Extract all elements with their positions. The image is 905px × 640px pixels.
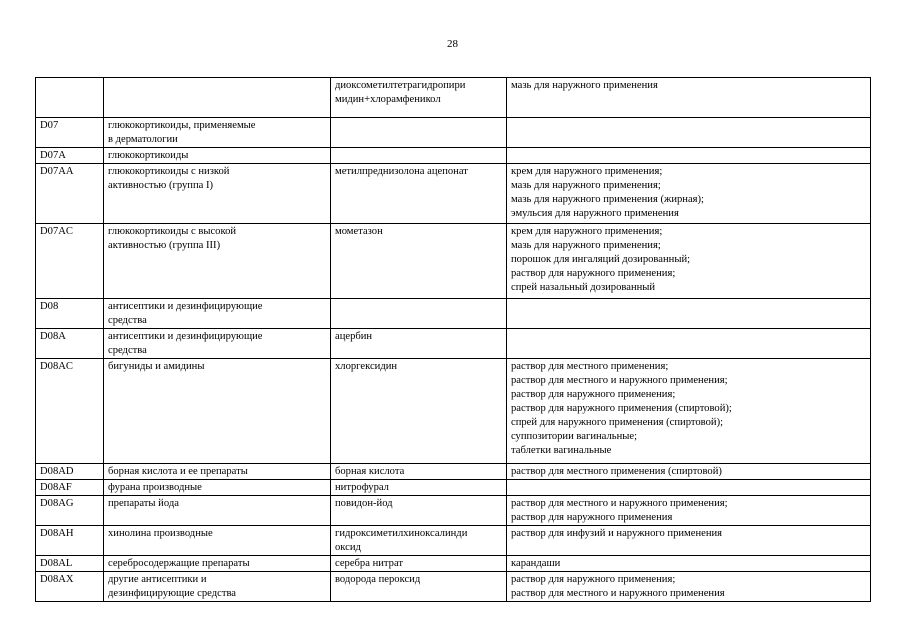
- atc-code-cell: D08: [36, 299, 104, 329]
- group-name-cell: бигуниды и амидины: [104, 359, 331, 464]
- atc-code-cell: D08AF: [36, 480, 104, 496]
- group-name-cell: препараты йода: [104, 496, 331, 526]
- drug-classification-table: [35, 77, 871, 602]
- table-row: [36, 164, 871, 224]
- table-row: [36, 556, 871, 572]
- table-row: [36, 78, 871, 118]
- group-name-cell: борная кислота и ее препараты: [104, 464, 331, 480]
- group-name-cell: [104, 78, 331, 118]
- group-name-cell: серебросодержащие препараты: [104, 556, 331, 572]
- atc-code-cell: D08AD: [36, 464, 104, 480]
- dosage-forms-cell: раствор для местного и наружного применения; раствор для наружного применения: [507, 496, 871, 526]
- atc-code-cell: D08AH: [36, 526, 104, 556]
- drug-name-cell: ацербин: [331, 329, 507, 359]
- drug-name-cell: водорода пероксид: [331, 572, 507, 602]
- dosage-forms-cell: раствор для местного применения (спиртовой): [507, 464, 871, 480]
- table-row: [36, 148, 871, 164]
- drug-name-cell: гидроксиметилхиноксалинди оксид: [331, 526, 507, 556]
- dosage-forms-cell: крем для наружного применения; мазь для наружного применения; мазь для наружного применения (жирная); эмульсия для наружного применения: [507, 164, 871, 224]
- dosage-forms-cell: раствор для наружного применения; раствор для местного и наружного применения: [507, 572, 871, 602]
- dosage-forms-cell: раствор для инфузий и наружного применения: [507, 526, 871, 556]
- atc-code-cell: D08A: [36, 329, 104, 359]
- drug-name-cell: борная кислота: [331, 464, 507, 480]
- page-number: 28: [447, 38, 458, 50]
- table-row: [36, 329, 871, 359]
- drug-name-cell: метилпреднизолона ацепонат: [331, 164, 507, 224]
- atc-code-cell: D08AX: [36, 572, 104, 602]
- drug-name-cell: хлоргексидин: [331, 359, 507, 464]
- group-name-cell: антисептики и дезинфицирующие средства: [104, 329, 331, 359]
- dosage-forms-cell: раствор для местного применения; раствор для местного и наружного применения; раствор для наружного применения; раствор для наружного применения (спиртовой); спрей для наружного применения (спиртовой); суппозитории вагинальные; таблетки вагинальные: [507, 359, 871, 464]
- table-row: [36, 464, 871, 480]
- dosage-forms-cell: мазь для наружного применения: [507, 78, 871, 118]
- dosage-forms-cell: [507, 299, 871, 329]
- group-name-cell: антисептики и дезинфицирующие средства: [104, 299, 331, 329]
- drug-name-cell: [331, 118, 507, 148]
- dosage-forms-cell: [507, 480, 871, 496]
- dosage-forms-cell: [507, 329, 871, 359]
- atc-code-cell: D07AA: [36, 164, 104, 224]
- table-row: [36, 224, 871, 299]
- atc-code-cell: D07A: [36, 148, 104, 164]
- dosage-forms-cell: крем для наружного применения; мазь для наружного применения; порошок для ингаляций дозированный; раствор для наружного применения; спрей назальный дозированный: [507, 224, 871, 299]
- table-row: [36, 480, 871, 496]
- atc-code-cell: D07: [36, 118, 104, 148]
- group-name-cell: хинолина производные: [104, 526, 331, 556]
- drug-name-cell: повидон-йод: [331, 496, 507, 526]
- table-row: [36, 359, 871, 464]
- group-name-cell: другие антисептики и дезинфицирующие средства: [104, 572, 331, 602]
- atc-code-cell: [36, 78, 104, 118]
- drug-name-cell: серебра нитрат: [331, 556, 507, 572]
- drug-name-cell: [331, 148, 507, 164]
- table-row: [36, 572, 871, 602]
- dosage-forms-cell: [507, 148, 871, 164]
- table-row: [36, 299, 871, 329]
- dosage-forms-cell: карандаши: [507, 556, 871, 572]
- table-row: [36, 526, 871, 556]
- drug-name-cell: нитрофурал: [331, 480, 507, 496]
- atc-code-cell: D08AC: [36, 359, 104, 464]
- group-name-cell: фурана производные: [104, 480, 331, 496]
- group-name-cell: глюкокортикоиды с низкой активностью (группа I): [104, 164, 331, 224]
- drug-name-cell: мометазон: [331, 224, 507, 299]
- group-name-cell: глюкокортикоиды: [104, 148, 331, 164]
- atc-code-cell: D08AL: [36, 556, 104, 572]
- drug-name-cell: [331, 299, 507, 329]
- atc-code-cell: D08AG: [36, 496, 104, 526]
- group-name-cell: глюкокортикоиды с высокой активностью (группа III): [104, 224, 331, 299]
- table-row: [36, 118, 871, 148]
- atc-code-cell: D07AC: [36, 224, 104, 299]
- drug-name-cell: диоксометилтетрагидропири мидин+хлорамфеникол: [331, 78, 507, 118]
- table-row: [36, 496, 871, 526]
- group-name-cell: глюкокортикоиды, применяемые в дерматологии: [104, 118, 331, 148]
- dosage-forms-cell: [507, 118, 871, 148]
